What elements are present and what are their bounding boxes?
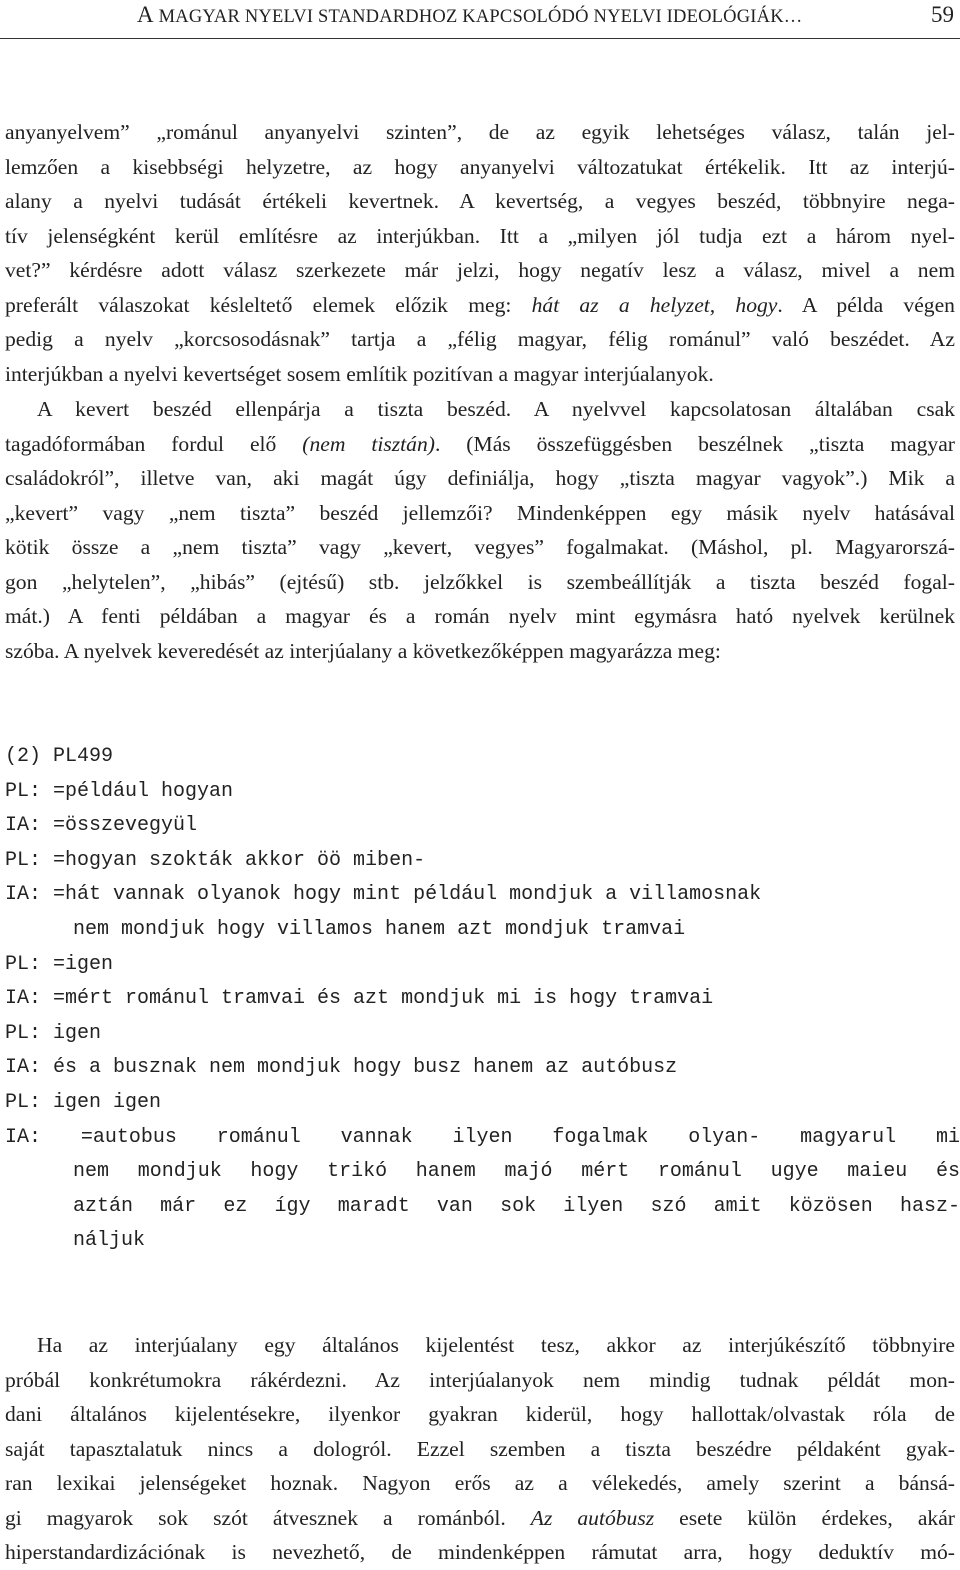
transcript-line: PL: =például hogyan — [5, 779, 234, 803]
paragraph-1 — [5, 115, 955, 391]
text-line: próbál konkrétumokra rákérdezni. Az interjúalanyok nem mindig tudnak példát mon- — [5, 1367, 955, 1392]
text-line: alany a nyelvi tudását értékeli kevertnek. A kevertség, a vegyes beszéd, többnyire nega- — [5, 189, 955, 213]
transcript-line: PL: =igen — [5, 952, 114, 976]
text-line: A kevert beszéd ellenpárja a tiszta beszéd. A nyelvvel kapcsolatosan általában csak — [37, 397, 955, 421]
transcript-line: IA: =összevegyül — [5, 814, 198, 838]
text-line: „kevert” vagy „nem tiszta” beszéd jellemzői? Mindenképpen egy másik nyelv hatásával — [5, 500, 955, 525]
text-line: dani általános kijelentésekre, ilyenkor gyakran kiderül, hogy hallottak/olvastak róla de — [5, 1402, 955, 1426]
text-line: ran lexikai jelenségeket hoznak. Nagyon erős az a vélekedés, amely szerint a bánsá- — [5, 1471, 955, 1495]
text-line: tív jelenségként kerül említésre az interjúkban. Itt a „milyen jól tudja ezt a három nyel- — [5, 223, 955, 248]
text-line: tagadóformában fordul elő (nem tisztán). (Más összefüggésben beszélnek „tiszta magyar — [5, 431, 955, 456]
transcript-line: aztán már ez így maradt van sok ilyen szó amit közösen hasz- — [73, 1194, 960, 1218]
text-line: családokról”, illetve van, aki magát úgy definiálja, hogy „tiszta magyar vagyok”.) Mik a — [5, 466, 955, 490]
transcript-line: nem mondjuk hogy trikó hanem majó mért románul ugye maieu és — [73, 1160, 960, 1184]
text-line: saját tapasztalatuk nincs a dologról. Ezzel szemben a tiszta beszédre példaként gyak- — [5, 1436, 955, 1461]
text-line: pedig a nyelv „korcsosodásnak” tartja a „félig magyar, félig románul” való beszédet. Az — [5, 327, 955, 351]
transcript-line: PL: =hogyan szokták akkor öö miben- — [5, 848, 426, 872]
transcript-line: nem mondjuk hogy villamos hanem azt mondjuk tramvai — [73, 917, 686, 941]
paragraph-2 — [5, 392, 955, 668]
text-line: anyanyelvem” „románul anyanyelvi szinten”, de az egyik lehetséges válasz, talán jel- — [5, 120, 955, 144]
text-line: Ha az interjúalany egy általános kijelentést tesz, akkor az interjúkészítő többnyire — [37, 1333, 955, 1357]
text-line: mát.) A fenti példában a magyar és a román nyelv mint egymásra ható nyelvek kerülnek — [5, 604, 955, 628]
page-number: 59 — [931, 2, 954, 27]
text-line: lemzően a kisebbségi helyzetre, az hogy anyanyelvi változatukat értékelik. Itt az interjú- — [5, 154, 955, 179]
transcript-line: náljuk — [73, 1229, 146, 1253]
transcript-line: IA: =autobus románul vannak ilyen fogalmak olyan- magyarul mi — [5, 1125, 960, 1149]
text-line: gi magyarok sok szót átvesznek a románból. Az autóbusz esete külön érdekes, akár — [5, 1505, 955, 1530]
text-line: interjúkban a nyelvi kevertséget sosem említik pozitívan a magyar interjúalanyok. — [5, 361, 714, 386]
running-title: A MAGYAR NYELVI STANDARDHOZ KAPCSOLÓDÓ NYELVI IDEOLÓGIÁK… — [137, 2, 803, 27]
interview-transcript — [5, 740, 960, 1259]
transcript-line: PL: igen igen — [5, 1090, 162, 1114]
text-line: kötik össze a „nem tiszta” vagy „kevert, vegyes” fogalmakat. (Máshol, pl. Magyarorszá- — [5, 535, 955, 559]
transcript-line: IA: és a busznak nem mondjuk hogy busz hanem az autóbusz — [5, 1056, 678, 1080]
italic-phrase: hát az a helyzet, hogy — [531, 292, 778, 317]
text-line: gon „helytelen”, „hibás” (ejtésű) stb. jelzőkkel is szembeállítják a tiszta beszéd fogal- — [5, 569, 955, 594]
transcript-line: IA: =mért románul tramvai és azt mondjuk mi is hogy tramvai — [5, 987, 714, 1011]
transcript-line: PL: igen — [5, 1021, 102, 1045]
text-line: hiperstandardizációnak is nevezhető, de mindenképpen rámutat arra, hogy deduktív mó- — [5, 1540, 955, 1564]
transcript-line: IA: =hát vannak olyanok hogy mint például mondjuk a villamosnak — [5, 883, 762, 907]
header-rule — [0, 38, 960, 39]
italic-phrase: (nem tisztán) — [302, 431, 435, 456]
paragraph-3 — [5, 1328, 955, 1570]
text-line: preferált válaszokat késleltető elemek előzik meg: hát az a helyzet, hogy. A példa végen — [5, 292, 955, 317]
transcript-line: (2) PL499 — [5, 745, 114, 768]
text-line: vet?” kérdésre adott válasz szerkezete már jelzi, hogy negatív lesz a válasz, mivel a nem — [5, 258, 955, 282]
text-line: szóba. A nyelvek keveredését az interjúalany a következőképpen magyarázza meg: — [5, 638, 721, 663]
italic-phrase: Az autóbusz — [530, 1505, 655, 1530]
running-header — [0, 0, 960, 40]
